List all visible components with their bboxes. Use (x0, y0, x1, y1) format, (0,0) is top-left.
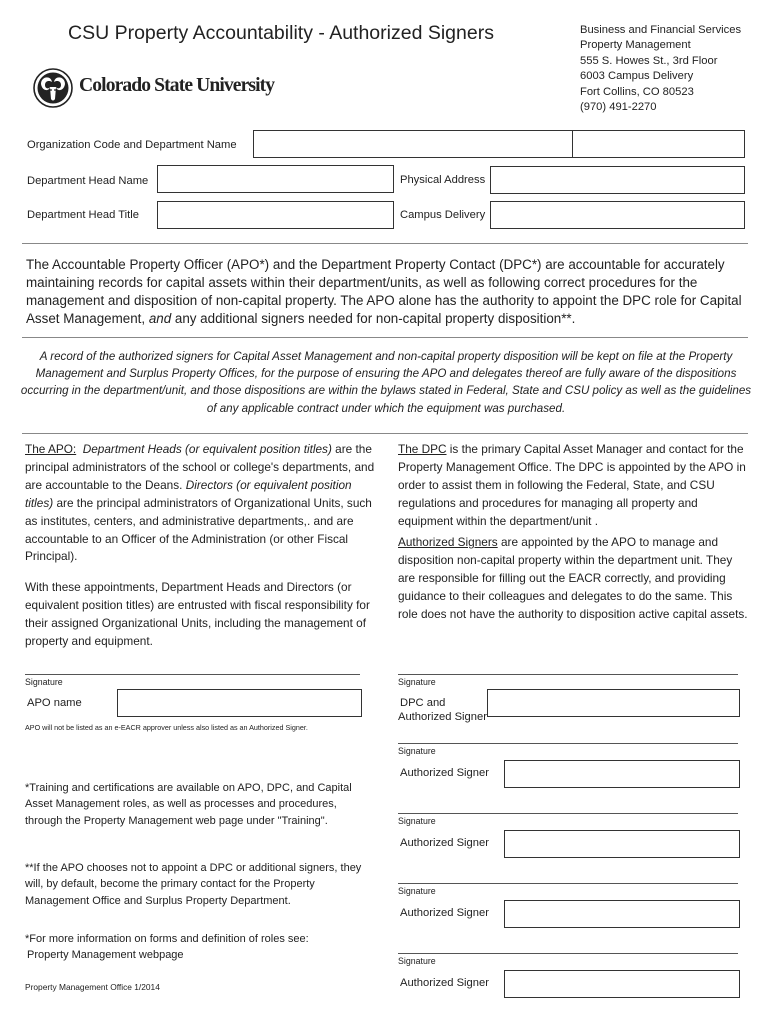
address-line: 555 S. Howes St., 3rd Floor (580, 54, 718, 67)
footer-text: Property Management Office 1/2014 (25, 982, 160, 992)
appointments-paragraph: With these appointments, Department Heads and Directors (or equivalent position titles) are entrusted with fiscal responsibility for their assigned Organizational Units, including the management of property and equipment. (25, 580, 370, 648)
training-note: *Training and certifications are available on APO, DPC, and Capital Asset Management roles, as well as processes and procedures, through the Property Management web page under "Training". (25, 782, 352, 827)
date-field[interactable] (572, 130, 745, 158)
apo-name-label: APO name (27, 697, 82, 709)
intro-paragraph (26, 256, 748, 328)
no-dpc-note: **If the APO chooses not to appoint a DPC or additional signers, they will, by default, become the primary contact for the Property Management Office and Surplus Property Department. (25, 862, 362, 907)
signature-label: Signature (398, 746, 436, 756)
signature-label: Signature (398, 886, 436, 896)
head-name-field[interactable] (157, 165, 394, 193)
page-title: CSU Property Accountability - Authorized Signers (68, 22, 494, 44)
divider (22, 337, 748, 338)
apo-text: are the principal administrators of the school or college's departments, and are accountable to the Deans. (25, 442, 375, 492)
property-management-webpage-link[interactable]: Property Management webpage (27, 949, 184, 961)
address-block (580, 23, 741, 115)
signature-label: Signature (398, 956, 436, 966)
divider (22, 433, 748, 434)
authorized-signer-field[interactable] (504, 970, 740, 998)
authorized-signer-field[interactable] (504, 900, 740, 928)
more-info-note: *For more information on forms and definition of roles see: (25, 933, 309, 945)
authorized-signer-label: Authorized Signer (400, 767, 489, 779)
apo-text: are the principal administrators of Organizational Units, such as institutes, centers, and administrative departments,. and are accountable to an Officer of the Administration (or other Fiscal Principal). (25, 495, 372, 564)
physical-address-field[interactable] (490, 166, 745, 194)
campus-delivery-label: Campus Delivery (400, 209, 486, 221)
signature-label: Signature (398, 816, 436, 826)
signature-label: Signature (25, 677, 63, 687)
dpc-field[interactable] (487, 689, 740, 717)
address-line: Fort Collins, CO 80523 (580, 85, 694, 98)
physical-address-label: Physical Address (400, 174, 486, 186)
authorized-signers-text: are appointed by the APO to manage and disposition non-capital property within the department unit. They are responsible for filling out the EACR correctly, and providing guidance to their colleagues and delegates to do the same. This role does not have the authority to disposition active capital assets. (398, 535, 748, 621)
address-line: 6003 Campus Delivery (580, 70, 694, 83)
record-note: A record of the authorized signers for Capital Asset Management and non-capital property disposition will be kept on file at the Property Management and Surplus Property Offices, for the purpose of ensuring the APO and delegates thereof are fully aware of the dispositions occurring in the department/unit, and those dispositions are within the bylaws stated in Federal, State and CSU policy as well as the guidelines of any applicable contract under which the equipment was purchased. (20, 350, 752, 415)
authorized-signer-label: Authorized Signer (400, 837, 489, 849)
dpc-signature-line[interactable] (398, 674, 738, 675)
org-field[interactable] (253, 130, 575, 158)
signer-signature-line[interactable] (398, 953, 738, 954)
intro-text: The Accountable Property Officer (APO*) and the Department Property Contact (DPC*) are accountable for accurately maintaining records for capital assets within their department/units, as well as following correct procedures for the management and disposition of non-capital property. The APO alone has the authority to appoint the DPC role for Capital Asset Management, (26, 257, 742, 327)
campus-delivery-field[interactable] (490, 201, 745, 229)
dpc-heading: The DPC (398, 442, 447, 456)
authorized-signer-label: Authorized Signer (400, 907, 489, 919)
head-title-field[interactable] (157, 201, 394, 229)
dpc-label: Authorized Signer (398, 711, 487, 723)
address-line: Business and Financial Services (580, 24, 742, 36)
csu-logo (33, 68, 283, 110)
address-line: (970) 491-2270 (580, 101, 657, 114)
signer-signature-line[interactable] (398, 883, 738, 884)
signer-signature-line[interactable] (398, 813, 738, 814)
address-line: Property Management (580, 39, 691, 52)
apo-heading: The APO: (25, 442, 77, 456)
apo-signature-line[interactable] (25, 674, 360, 675)
authorized-signers-heading: Authorized Signers (398, 535, 498, 549)
dpc-label: DPC and (400, 697, 446, 709)
apo-italic: Directors (or equivalent position titles) (25, 477, 352, 510)
head-name-label: Department Head Name (27, 175, 149, 187)
authorized-signer-field[interactable] (504, 760, 740, 788)
org-label: Organization Code and Department Name (27, 139, 237, 151)
apo-italic: Department Heads (or equivalent position titles) (82, 442, 332, 456)
ram-head-icon (33, 68, 73, 108)
dpc-description (398, 441, 748, 531)
intro-emphasis: and (148, 311, 172, 327)
signer-signature-line[interactable] (398, 743, 738, 744)
university-name: Colorado State University (79, 75, 275, 96)
authorized-signers-description (398, 534, 748, 624)
intro-text: any additional signers needed for non-capital property disposition**. (171, 311, 576, 327)
authorized-signer-field[interactable] (504, 830, 740, 858)
authorized-signer-label: Authorized Signer (400, 977, 489, 989)
signature-label: Signature (398, 677, 436, 687)
apo-note: APO will not be listed as an e-EACR approver unless also listed as an Authorized Signer. (25, 723, 308, 732)
apo-name-field[interactable] (117, 689, 362, 717)
head-title-label: Department Head Title (27, 209, 139, 221)
divider (22, 243, 748, 244)
apo-description (25, 441, 377, 566)
dpc-text: is the primary Capital Asset Manager and contact for the Property Management Office. The DPC is appointed by the APO in order to assist them in following the Federal, State, and CSU regulations and procedures for managing all property and equipment within the department/unit . (398, 442, 746, 528)
